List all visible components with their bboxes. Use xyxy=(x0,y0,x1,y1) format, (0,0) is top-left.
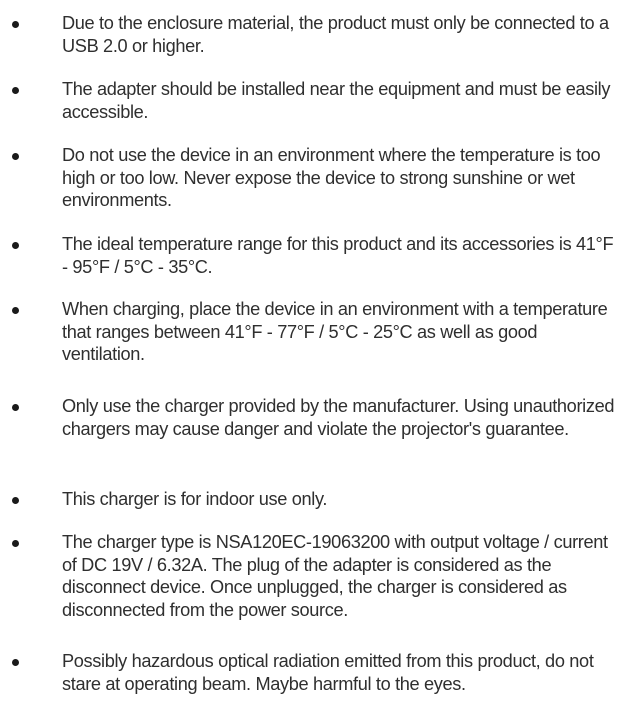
bullet-icon xyxy=(12,540,19,547)
list-item-text: Possibly hazardous optical radiation emitted from this product, do not stare at operating beam. Maybe harmful to the eyes. xyxy=(62,651,594,694)
bullet-icon xyxy=(12,659,19,666)
list-item-text: The charger type is NSA120EC-19063200 with output voltage / current of DC 19V / 6.32A. The plug of the adapter is considered as the disconnect device. Once unplugged, the charger is considered as disconnected from the power source. xyxy=(62,532,608,620)
bullet-icon xyxy=(12,404,19,411)
list-item-text: The adapter should be installed near the equipment and must be easily accessible. xyxy=(62,79,611,122)
bullet-icon xyxy=(12,153,19,160)
bullet-icon xyxy=(12,307,19,314)
bullet-icon xyxy=(12,87,19,94)
list-item-text: Only use the charger provided by the manufacturer. Using unauthorized chargers may cause danger and violate the projector's guarantee. xyxy=(62,396,615,439)
bullet-icon xyxy=(12,497,19,504)
bullet-icon xyxy=(12,242,19,249)
bullet-icon xyxy=(12,21,19,28)
list-item-text: Due to the enclosure material, the product must only be connected to a USB 2.0 or higher. xyxy=(62,13,609,56)
list-item-text: The ideal temperature range for this product and its accessories is 41°F - 95°F / 5°C - 35°C. xyxy=(62,234,614,277)
list-item-text: This charger is for indoor use only. xyxy=(62,489,328,509)
list-item-text: Do not use the device in an environment where the temperature is too high or too low. Never expose the device to strong sunshine or wet environments. xyxy=(62,145,601,210)
list-item-text: When charging, place the device in an environment with a temperature that ranges between 41°F - 77°F / 5°C - 25°C as well as good ventilation. xyxy=(62,299,608,364)
